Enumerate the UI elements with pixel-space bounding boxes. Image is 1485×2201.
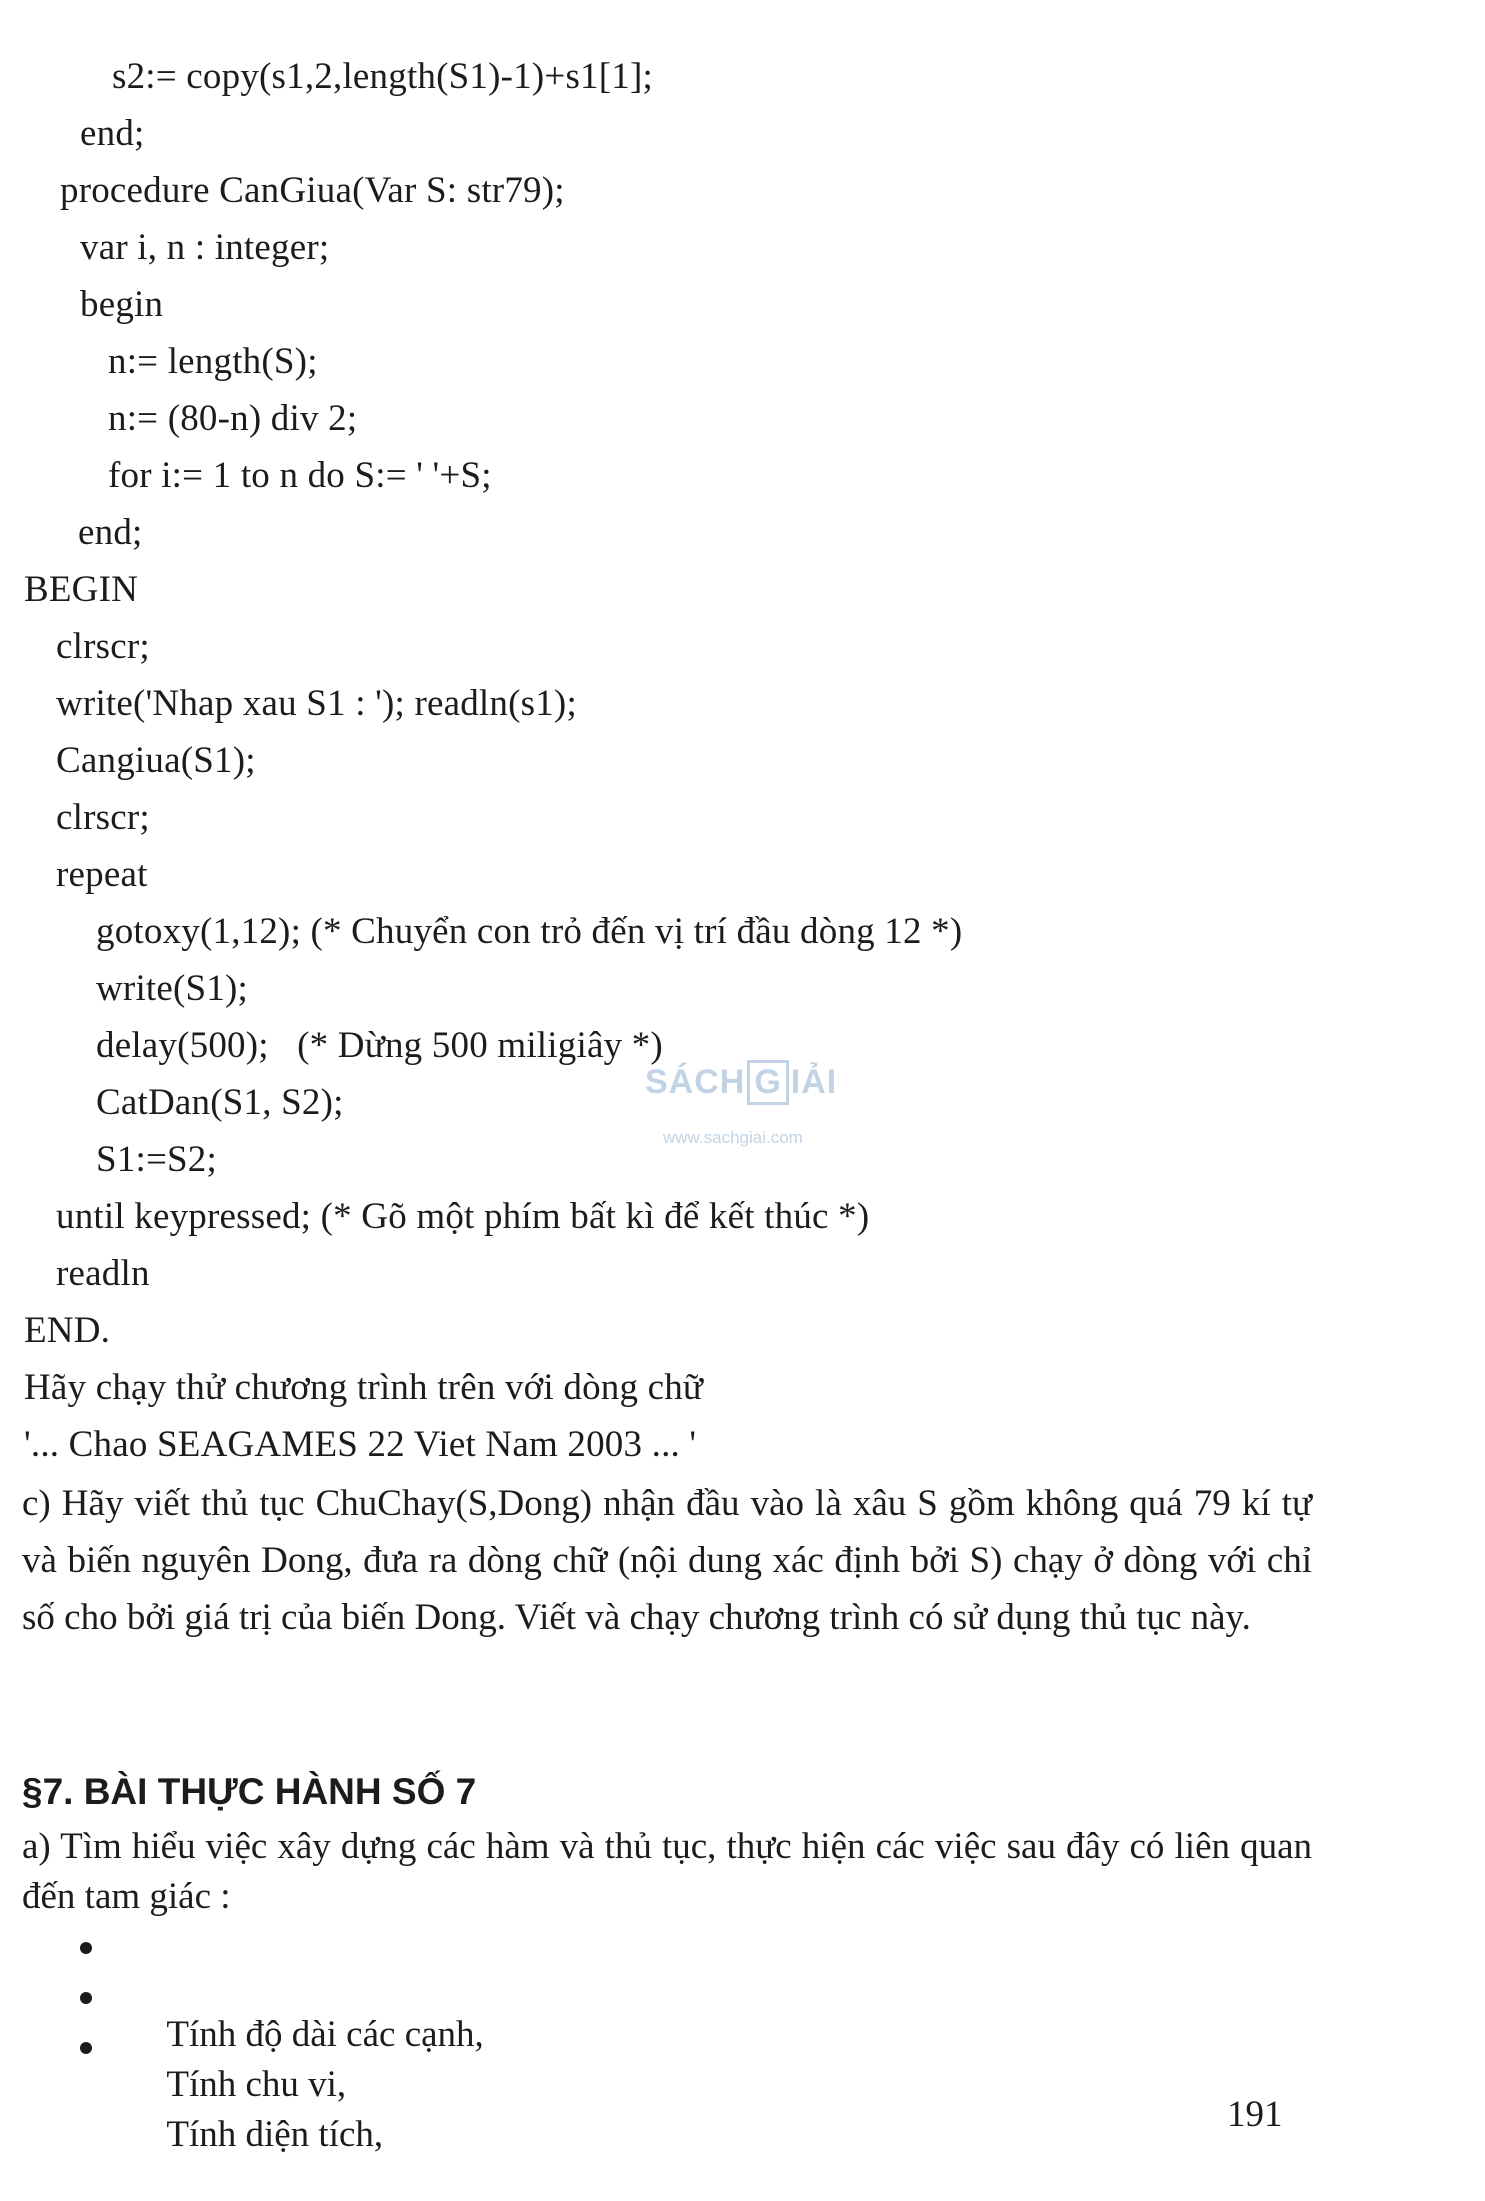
- page-number: 191: [1227, 2094, 1283, 2135]
- watermark-brand-right: IẢI: [790, 1063, 838, 1101]
- code-line: readln: [56, 1253, 150, 1294]
- list-item-text: Tính diện tích,: [166, 2114, 384, 2155]
- code-line: until keypressed; (* Gõ một phím bất kì để kết thúc *): [56, 1196, 870, 1237]
- sample-string: '... Chao SEAGAMES 22 Viet Nam 2003 ... ': [24, 1424, 697, 1465]
- list-item-text: Tính chu vi,: [166, 2064, 347, 2105]
- code-line: write('Nhap xau S1 : '); readln(s1);: [56, 683, 577, 724]
- code-line: s2:= copy(s1,2,length(S1)-1)+s1[1];: [112, 56, 653, 97]
- code-line: var i, n : integer;: [80, 227, 330, 268]
- section-heading: §7. BÀI THỰC HÀNH SỐ 7: [22, 1771, 477, 1812]
- instruction-text: Hãy chạy thử chương trình trên với dòng chữ: [24, 1367, 704, 1408]
- watermark-brand: [645, 1060, 837, 1105]
- code-line: BEGIN: [24, 569, 139, 610]
- bullet-icon: [80, 1942, 92, 1954]
- code-line: begin: [80, 284, 164, 325]
- bullet-icon: [80, 2042, 92, 2054]
- code-line: n:= (80-n) div 2;: [108, 398, 358, 439]
- watermark-brand-left: SÁCH: [645, 1063, 746, 1101]
- watermark-brand-box: G: [747, 1060, 788, 1105]
- exercise-c-paragraph: c) Hãy viết thủ tục ChuChay(S,Dong) nhận đầu vào là xâu S gồm không quá 79 kí tự và biến nguyên Dong, đưa ra dòng chữ (nội dung xác định bởi S) chạy ở dòng với chỉ số cho bởi giá trị của biến Dong. Viết và chạy chương trình có sử dụng thủ tục này.: [22, 1483, 1312, 1638]
- watermark-url: www.sachgiai.com: [663, 1128, 803, 1147]
- code-line: S1:=S2;: [96, 1139, 217, 1180]
- code-line: n:= length(S);: [108, 341, 318, 382]
- code-line: END.: [24, 1310, 111, 1351]
- code-line: delay(500); (* Dừng 500 miligiây *): [96, 1025, 663, 1066]
- code-line: clrscr;: [56, 626, 150, 667]
- code-line: end;: [80, 113, 145, 154]
- code-line: for i:= 1 to n do S:= ' '+S;: [108, 455, 492, 496]
- code-line: procedure CanGiua(Var S: str79);: [60, 170, 565, 211]
- list-item-text: Tính độ dài các cạnh,: [166, 2014, 484, 2055]
- code-line: gotoxy(1,12); (* Chuyển con trỏ đến vị trí đầu dòng 12 *): [96, 911, 963, 952]
- code-line: end;: [78, 512, 143, 553]
- exercise-a-paragraph: a) Tìm hiểu việc xây dựng các hàm và thủ tục, thực hiện các việc sau đây có liên quan đến tam giác :: [22, 1826, 1312, 1917]
- code-line: clrscr;: [56, 797, 150, 838]
- code-line: write(S1);: [96, 968, 249, 1009]
- watermark-logo: [645, 1050, 860, 1160]
- bullet-icon: [80, 1992, 92, 2004]
- code-line: CatDan(S1, S2);: [96, 1082, 344, 1123]
- code-line: Cangiua(S1);: [56, 740, 256, 781]
- code-line: repeat: [56, 854, 148, 895]
